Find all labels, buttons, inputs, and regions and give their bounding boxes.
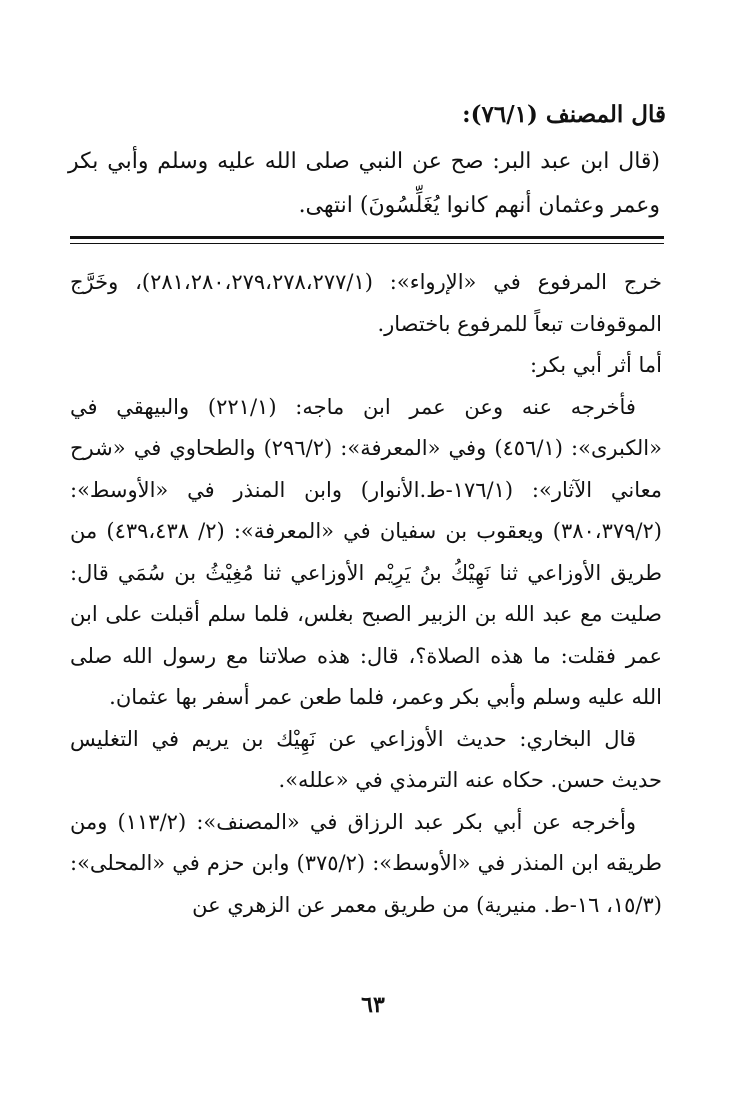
paragraph-bukhari: قال البخاري: حديث الأوزاعي عن نَهِيْك بن يريم في التغليس حديث حسن. حكاه عنه الترمذي في «علله». bbox=[70, 726, 662, 792]
quoted-text: (قال ابن عبد البر: صح عن النبي صلى الله عليه وسلم وأبي بكر وعمر وعثمان أنهم كانوا يُغَلِّسُونَ) انتهى. bbox=[68, 149, 660, 218]
paragraph-abdurrazzaq: وأخرجه عن أبي بكر عبد الرزاق في «المصنف»: (١١٣/٢) ومن طريقه ابن المنذر في «الأوسط»: (٣٧٥/٢) وابن حزم في «المحلى»: (١٥/٣، ١٦-ط. منيرية) من طريق معمر عن الزهري عن bbox=[70, 809, 662, 917]
commentary-body bbox=[70, 262, 662, 926]
separator-line-thin bbox=[70, 243, 664, 244]
paragraph-abu-bakr-heading: أما أثر أبي بكر: bbox=[529, 353, 662, 377]
paragraph-ibn-majah: فأخرجه عنه وعن عمر ابن ماجه: (٢٢١/١) والبيهقي في «الكبرى»: (٤٥٦/١) وفي «المعرفة»: (٢٩٦/٢) والطحاوي في «شرح معاني الآثار»: (١٧٦/١-ط.الأنوار) وابن المنذر في «الأوسط»: (٣٨٠،٣٧٩/٢) ويعقوب بن سفيان في «المعرفة»: (٢/ ٤٣٩،٤٣٨) من طريق الأوزاعي ثنا نَهِيْكُ بنُ يَرِيْم الأوزاعي ثنا مُغِيْثُ بن سُمَي قال: صليت مع عبد الله بن الزبير الصبح بغلس، فلما سلم أقبلت على ابن عمر فقلت: ما هذه الصلاة؟، قال: هذه صلاتنا مع رسول الله صلى الله عليه وسلم وأبي بكر وعمر، فلما طعن عمر أسفر بها عثمان. bbox=[70, 394, 662, 709]
section-heading: قال المصنف (٧٦/١): bbox=[462, 101, 666, 128]
page-number: ٦٣ bbox=[361, 992, 385, 1018]
paragraph-takhrij: خرج المرفوع في «الإرواء»: (٢٨١،٢٨٠،٢٧٩،٢٧٨،٢٧٧/١)، وخَرَّج الموقوفات تبعاً للمرفوع باختصار. bbox=[70, 270, 662, 336]
separator-line-thick bbox=[70, 236, 664, 239]
